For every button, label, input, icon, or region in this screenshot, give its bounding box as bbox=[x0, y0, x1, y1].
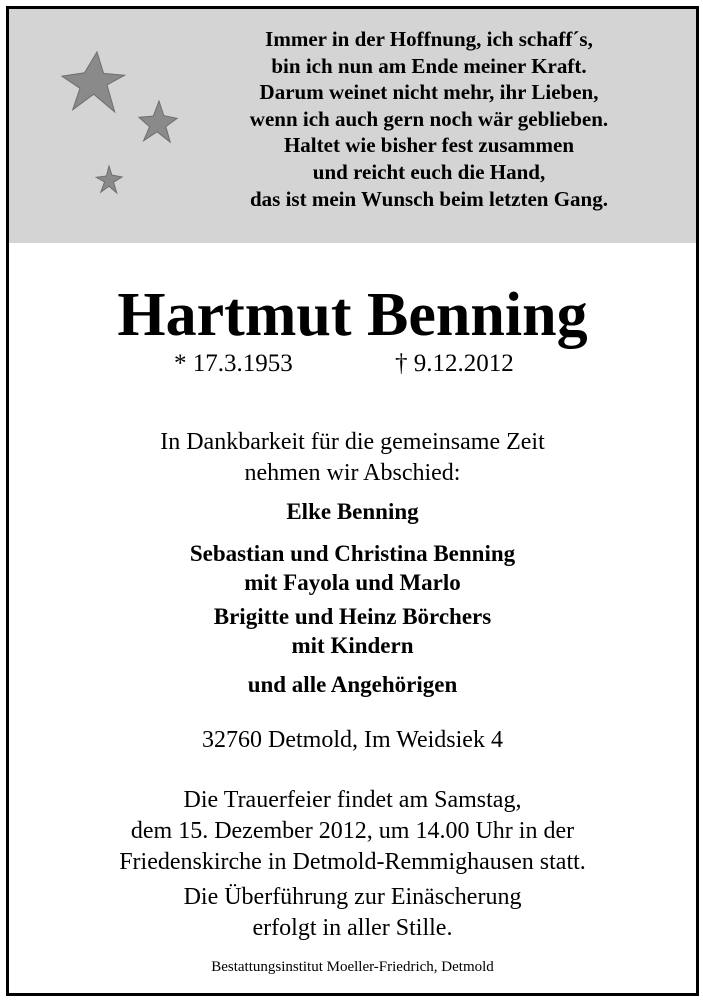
deceased-name: Hartmut Benning bbox=[117, 281, 588, 349]
farewell-line: In Dankbarkeit für die gemeinsame Zeit bbox=[160, 429, 545, 455]
service-line: Friedenskirche in Detmold-Remmighausen statt. bbox=[119, 849, 586, 875]
star-icon bbox=[139, 101, 177, 142]
service-line: dem 15. Dezember 2012, um 14.00 Uhr in der bbox=[130, 818, 575, 844]
address: 32760 Detmold, Im Weidsiek 4 bbox=[202, 727, 503, 753]
poem-line: Darum weinet nicht mehr, ihr Lieben, bbox=[259, 80, 599, 105]
poem-line: Immer in der Hoffnung, ich schaff´s, bbox=[265, 27, 593, 51]
cremation-info bbox=[9, 882, 696, 944]
star-icon bbox=[62, 52, 125, 112]
poem-banner bbox=[9, 9, 696, 243]
birth-date: * 17.3.1953 bbox=[174, 350, 293, 377]
star-icon bbox=[96, 166, 122, 193]
poem-line: wenn ich auch gern noch wär geblieben. bbox=[249, 106, 609, 131]
mourner-line: Sebastian und Christina Benning bbox=[189, 541, 516, 566]
mourner-group bbox=[9, 670, 696, 699]
mourner-line: mit Kindern bbox=[291, 633, 414, 658]
mourner-line: Brigitte und Heinz Börchers bbox=[213, 604, 492, 629]
mourner-line: mit Fayola und Marlo bbox=[244, 570, 461, 595]
cremation-line: erfolgt in aller Stille. bbox=[252, 915, 453, 941]
service-line: Die Trauerfeier findet am Samstag, bbox=[183, 787, 522, 813]
poem-line: und reicht euch die Hand, bbox=[312, 159, 546, 184]
farewell-line: nehmen wir Abschied: bbox=[244, 460, 461, 486]
mourner-line: und alle Angehörigen bbox=[247, 672, 458, 697]
death-date: † 9.12.2012 bbox=[395, 350, 514, 377]
mourner-group bbox=[9, 497, 696, 526]
obituary-frame bbox=[6, 6, 699, 996]
mourner-group bbox=[9, 602, 696, 660]
undertaker: Bestattungsinstitut Moeller-Friedrich, Detmold bbox=[211, 959, 494, 975]
poem-line: das ist mein Wunsch beim letzten Gang. bbox=[249, 186, 608, 211]
funeral-service-info bbox=[9, 785, 696, 878]
cremation-line: Die Überführung zur Einäscherung bbox=[183, 884, 522, 910]
stars-decoration bbox=[49, 39, 199, 209]
poem-text bbox=[194, 26, 664, 212]
farewell-text bbox=[9, 427, 696, 489]
mourner-line: Elke Benning bbox=[286, 499, 419, 524]
mourner-group bbox=[9, 539, 696, 597]
poem-line: Haltet wie bisher fest zusammen bbox=[283, 133, 575, 158]
poem-line: bin ich nun am Ende meiner Kraft. bbox=[271, 53, 587, 78]
